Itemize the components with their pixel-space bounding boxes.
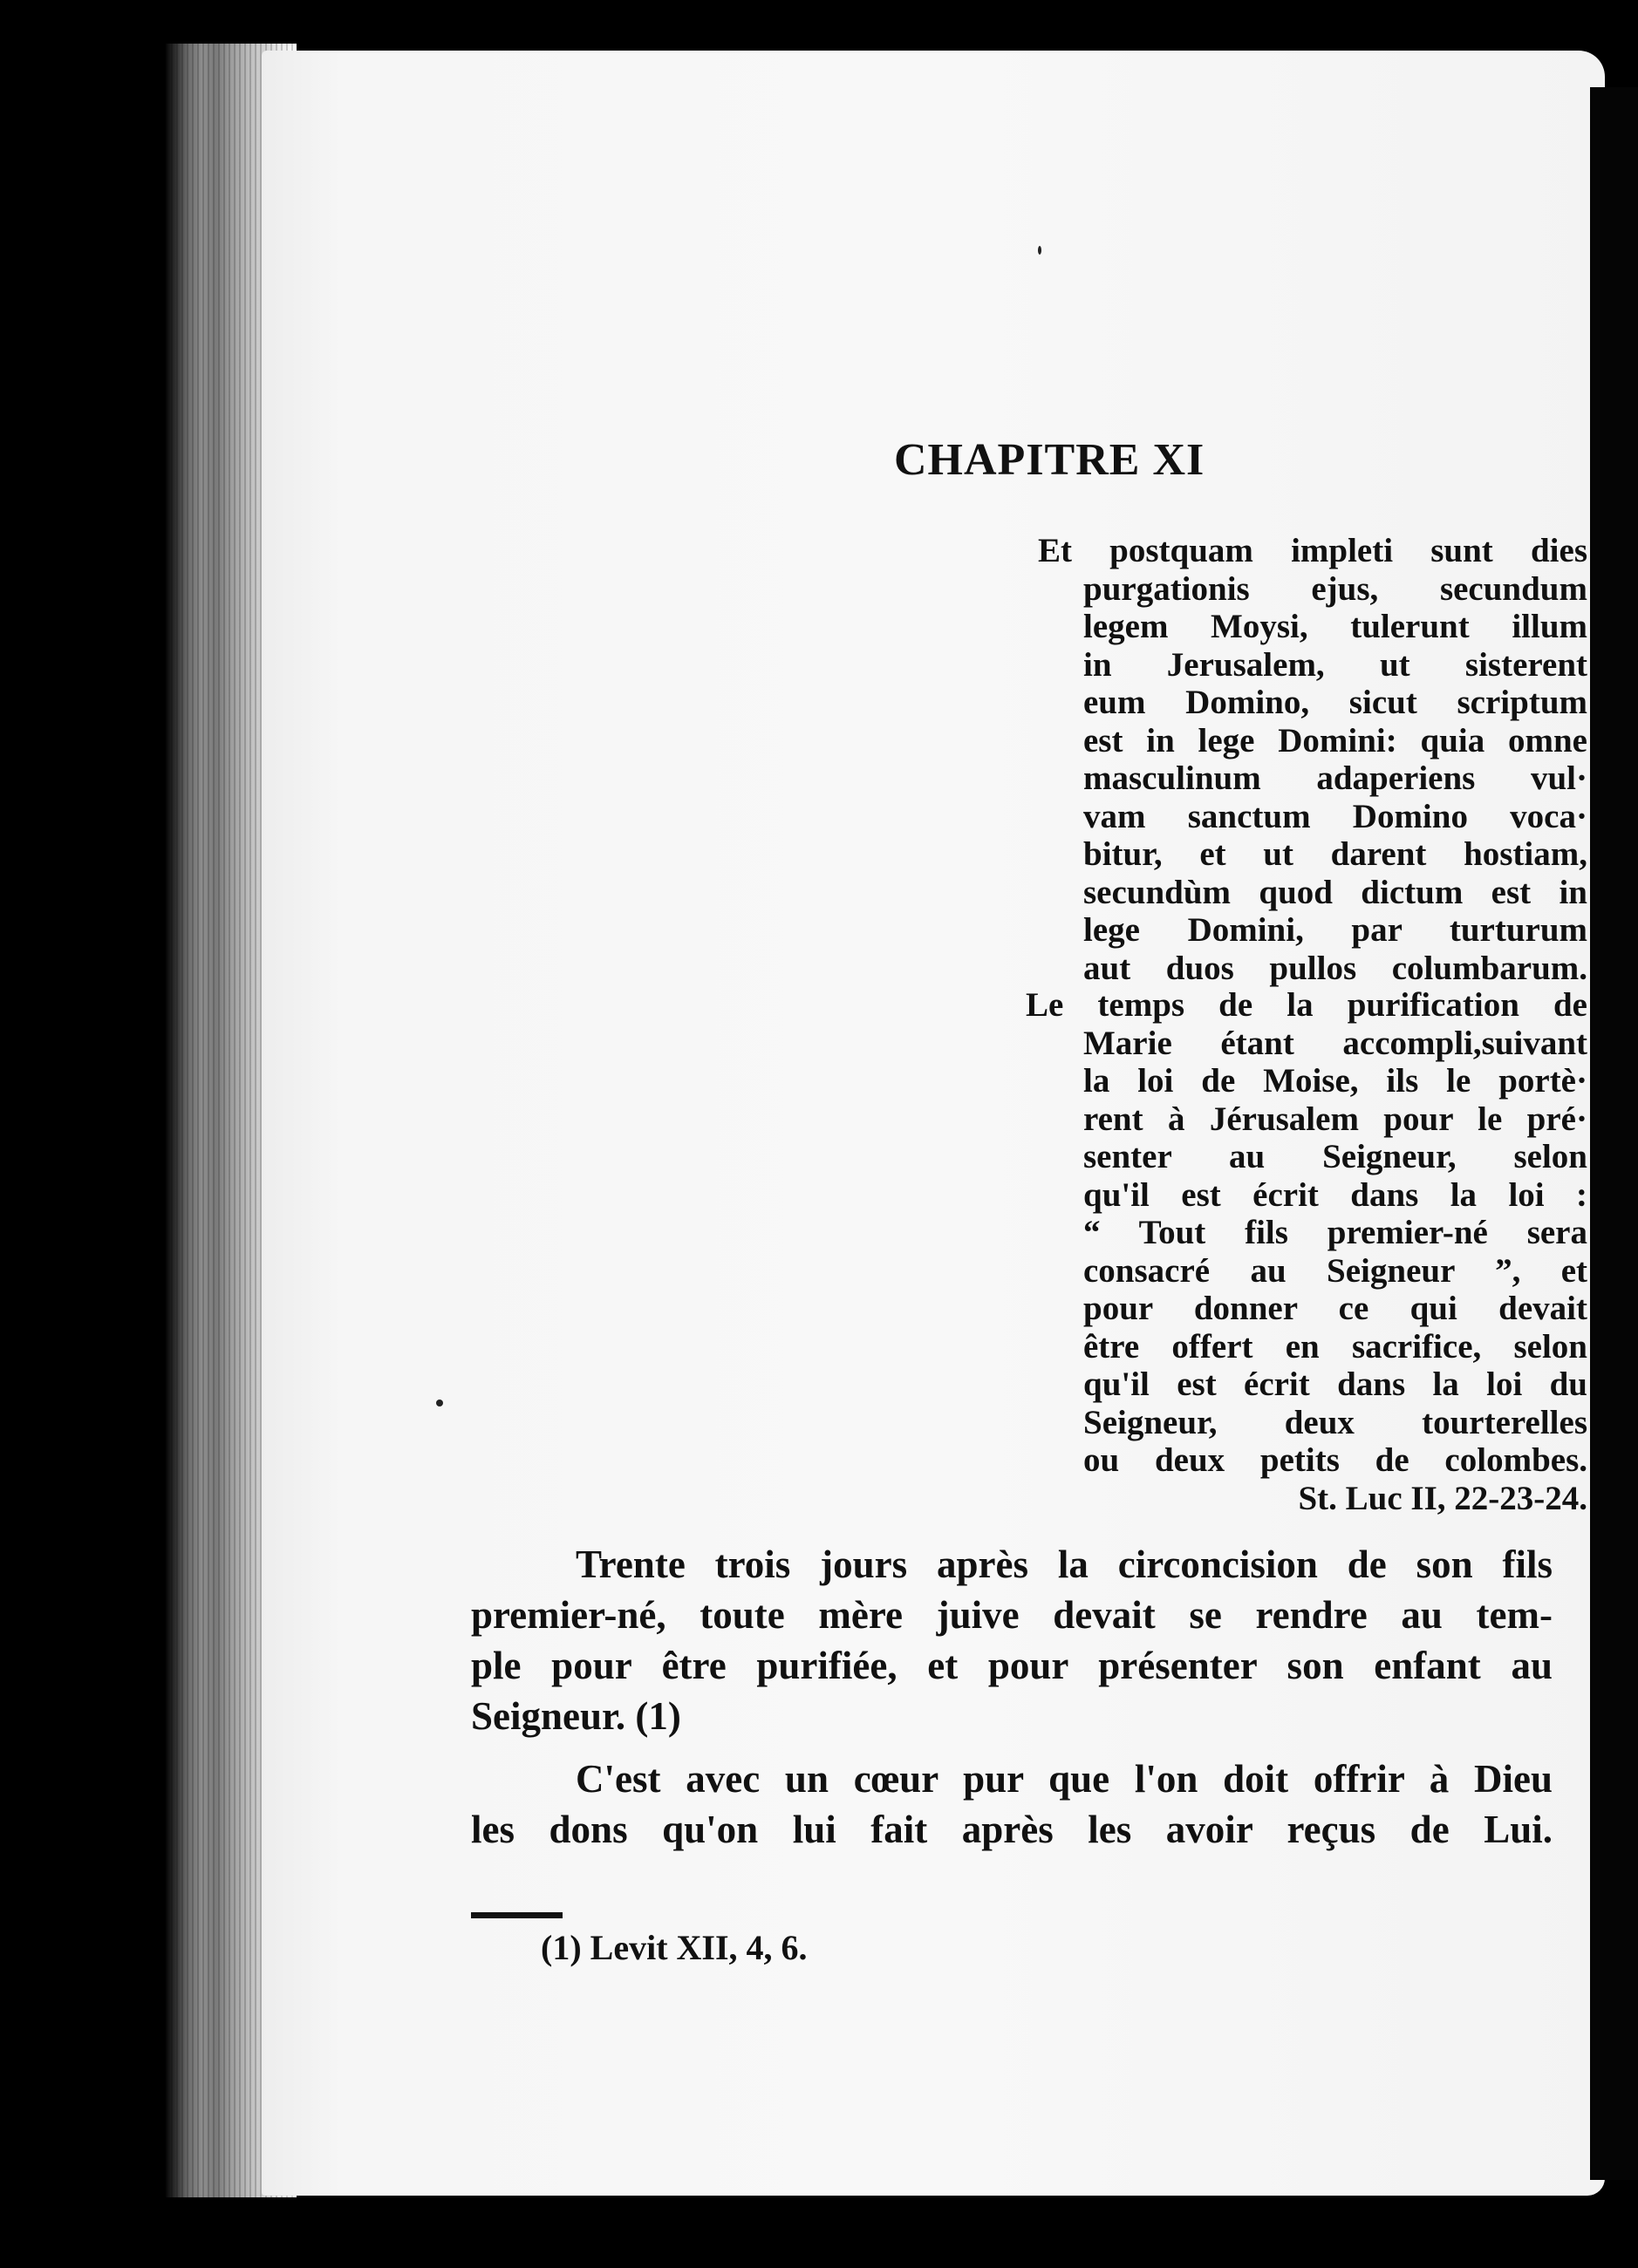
latin-line: masculinum adaperiens vul·	[1083, 759, 1587, 797]
latin-epigraph	[1038, 532, 1587, 987]
french-line: rent à Jérusalem pour le pré·	[1083, 1100, 1587, 1138]
french-line: senter au Seigneur, selon	[1083, 1138, 1587, 1175]
latin-line: secundùm quod dictum est in	[1083, 873, 1587, 911]
chapter-title: CHAPITRE XI	[894, 435, 1205, 485]
latin-line: legem Moysi, tulerunt illum	[1083, 608, 1587, 645]
footnote-rule	[471, 1912, 563, 1918]
french-epigraph	[1026, 986, 1587, 1517]
latin-line: bitur, et ut darent hostiam,	[1083, 835, 1587, 873]
french-line: la loi de Moise, ils le portè·	[1083, 1062, 1587, 1100]
french-line: pour donner ce qui devait	[1083, 1290, 1587, 1327]
paragraph-2	[471, 1754, 1553, 1855]
citation: St. Luc II, 22-23-24.	[1298, 1479, 1587, 1517]
ink-speck	[1038, 246, 1041, 255]
french-line: ou deux petits de colombes.	[1083, 1441, 1587, 1479]
ink-speck	[436, 1400, 443, 1406]
french-line: Seigneur, deux tourterelles	[1083, 1403, 1587, 1441]
body-line: premier-né, toute mère juive devait se rendre au tem-	[471, 1593, 1553, 1637]
latin-line: aut duos pullos columbarum.	[1083, 949, 1587, 987]
latin-line: purgationis ejus, secundum	[1083, 569, 1587, 608]
latin-line: lege Domini, par turturum	[1083, 911, 1587, 949]
latin-line: est in lege Domini: quia omne	[1083, 721, 1587, 759]
body-line: Trente trois jours après la circoncision de son fils	[576, 1543, 1553, 1586]
body-line: les dons qu'on lui fait après les avoir reçus de Lui.	[471, 1808, 1553, 1851]
french-line: consacré au Seigneur ”, et	[1083, 1251, 1587, 1290]
french-line: “ Tout fils premier-né sera	[1083, 1214, 1587, 1251]
body-line: C'est avec un cœur pur que l'on doit offrir à Dieu	[576, 1757, 1553, 1801]
footnote: (1) Levit XII, 4, 6.	[541, 1928, 808, 1967]
latin-line: Et postquam impleti sunt dies	[1038, 532, 1587, 569]
french-line: Marie étant accompli,suivant	[1083, 1024, 1587, 1062]
latin-line: in Jerusalem, ut sisterent	[1083, 645, 1587, 684]
paragraph-1	[471, 1539, 1553, 1741]
body-text	[471, 1539, 1553, 1855]
body-line: Seigneur. (1)	[471, 1694, 681, 1738]
latin-line: vam sanctum Domino voca·	[1083, 797, 1587, 835]
body-line: ple pour être purifiée, et pour présenter son enfant au	[471, 1644, 1553, 1687]
right-book-edge	[1590, 87, 1638, 2180]
french-line: Le temps de la purification de	[1026, 986, 1587, 1024]
french-line: qu'il est écrit dans la loi du	[1083, 1366, 1587, 1403]
french-line: être offert en sacrifice, selon	[1083, 1327, 1587, 1366]
latin-line: eum Domino, sicut scriptum	[1083, 684, 1587, 721]
french-line: qu'il est écrit dans la loi :	[1083, 1175, 1587, 1214]
